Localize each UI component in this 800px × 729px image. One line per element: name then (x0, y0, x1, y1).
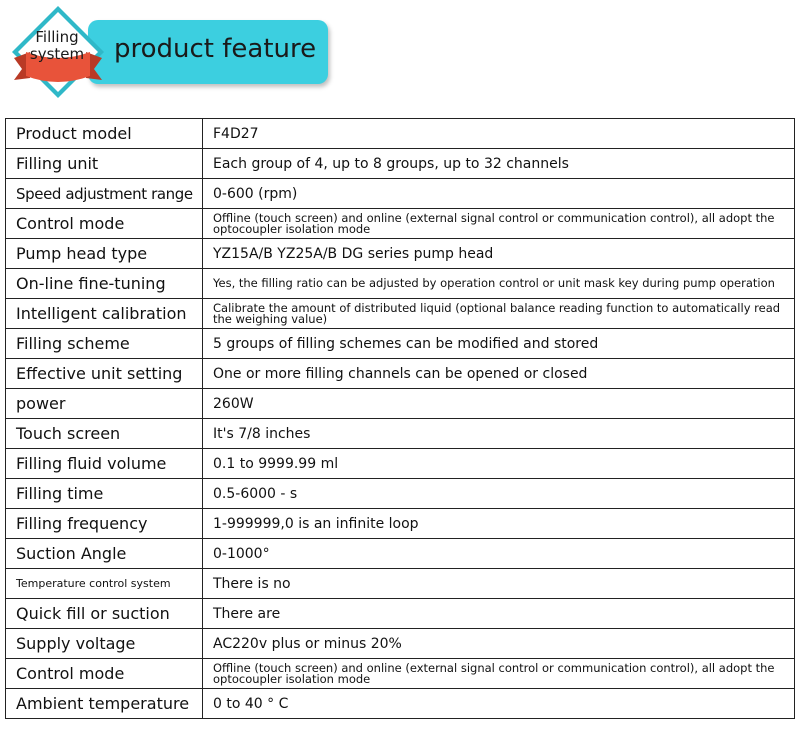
spec-label: On-line fine-tuning (6, 269, 203, 299)
table-row (6, 329, 795, 359)
spec-value: 0.1 to 9999.99 ml (203, 449, 795, 479)
spec-value: Offline (touch screen) and online (external signal control or communication control), all adopt the optocoupler isolation mode (203, 209, 795, 239)
spec-value: There are (203, 599, 795, 629)
spec-value: 0-600 (rpm) (203, 179, 795, 209)
table-row (6, 479, 795, 509)
table-row (6, 689, 795, 719)
table-row (6, 239, 795, 269)
spec-label: power (6, 389, 203, 419)
table-row (6, 449, 795, 479)
spec-value: One or more filling channels can be opened or closed (203, 359, 795, 389)
table-row (6, 119, 795, 149)
spec-label: Effective unit setting (6, 359, 203, 389)
spec-value: Yes, the filling ratio can be adjusted by operation control or unit mask key during pump operation (203, 269, 795, 299)
badge-line-1: Filling (35, 28, 79, 46)
spec-label: Pump head type (6, 239, 203, 269)
spec-label: Filling scheme (6, 329, 203, 359)
table-row (6, 569, 795, 599)
table-row (6, 209, 795, 239)
spec-label: Ambient temperature (6, 689, 203, 719)
spec-label: Filling fluid volume (6, 449, 203, 479)
spec-label: Product model (6, 119, 203, 149)
spec-value: 0.5-6000 - s (203, 479, 795, 509)
table-row (6, 389, 795, 419)
spec-label: Control mode (6, 659, 203, 689)
spec-value: There is no (203, 569, 795, 599)
spec-label: Filling unit (6, 149, 203, 179)
table-row (6, 299, 795, 329)
spec-value: It's 7/8 inches (203, 419, 795, 449)
spec-label: Quick fill or suction (6, 599, 203, 629)
page-title: product feature (114, 34, 317, 64)
spec-value: Offline (touch screen) and online (external signal control or communication control), all adopt the optocoupler isolation mode (203, 659, 795, 689)
spec-label: Intelligent calibration (6, 299, 203, 329)
table-row (6, 629, 795, 659)
spec-value: Each group of 4, up to 8 groups, up to 32 channels (203, 149, 795, 179)
spec-label: Supply voltage (6, 629, 203, 659)
spec-table (5, 118, 795, 719)
spec-label: Control mode (6, 209, 203, 239)
table-row (6, 599, 795, 629)
spec-value: 0-1000° (203, 539, 795, 569)
spec-value: Calibrate the amount of distributed liquid (optional balance reading function to automatically read the weighing value) (203, 299, 795, 329)
spec-value: 260W (203, 389, 795, 419)
spec-label: Suction Angle (6, 539, 203, 569)
spec-label: Touch screen (6, 419, 203, 449)
table-row (6, 509, 795, 539)
table-row (6, 359, 795, 389)
table-row (6, 149, 795, 179)
spec-label: Speed adjustment range (6, 179, 203, 209)
table-row (6, 419, 795, 449)
table-row (6, 659, 795, 689)
spec-label: Filling time (6, 479, 203, 509)
spec-value: AC220v plus or minus 20% (203, 629, 795, 659)
spec-value: 0 to 40 ° C (203, 689, 795, 719)
spec-value: 1-999999,0 is an infinite loop (203, 509, 795, 539)
spec-label: Filling frequency (6, 509, 203, 539)
spec-label: Temperature control system (6, 569, 203, 599)
table-row (6, 539, 795, 569)
table-row (6, 269, 795, 299)
spec-value: F4D27 (203, 119, 795, 149)
table-row (6, 179, 795, 209)
spec-value: YZ15A/B YZ25A/B DG series pump head (203, 239, 795, 269)
badge-line-2: system (29, 45, 85, 63)
spec-value: 5 groups of filling schemes can be modified and stored (203, 329, 795, 359)
